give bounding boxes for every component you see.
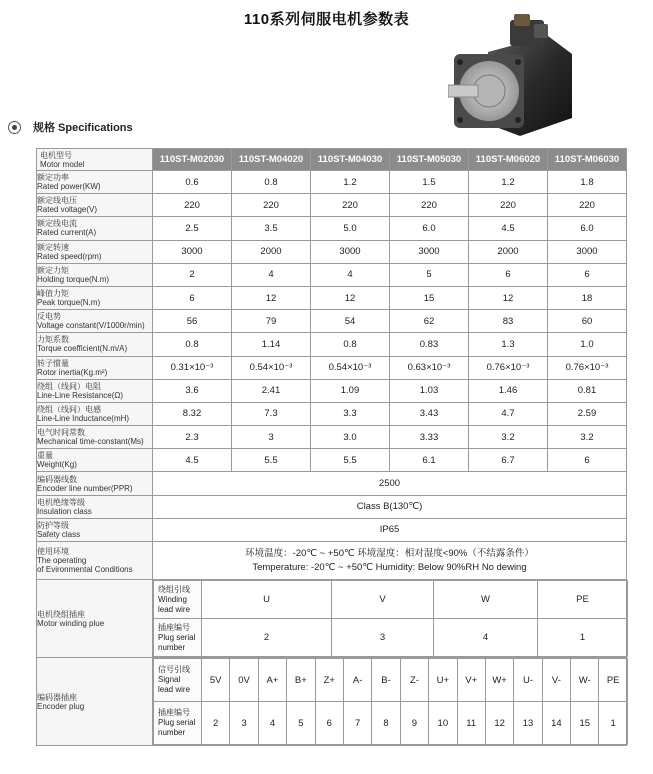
spec-value: 54 — [311, 310, 390, 333]
spec-value: 6.7 — [469, 449, 548, 472]
environment-value — [153, 542, 627, 580]
model-header: 110ST-M04020 — [232, 149, 311, 171]
spec-value: 5.5 — [311, 449, 390, 472]
encoder-signal: B+ — [287, 659, 315, 702]
encoder-signal: V+ — [457, 659, 485, 702]
encoder-signal: V- — [542, 659, 570, 702]
spec-row-merged — [37, 495, 627, 518]
encoder-signal: U- — [514, 659, 542, 702]
row-label: 防护等级 Safety class — [37, 518, 153, 541]
spec-value: 2.5 — [153, 217, 232, 240]
row-label: 电气时间常数 Mechanical time-constant(Ms) — [37, 426, 153, 449]
row-label: 力矩系数 Torque coefficient(N.m/A) — [37, 333, 153, 356]
encoder-plug: 14 — [542, 702, 570, 745]
spec-value: 79 — [232, 310, 311, 333]
model-header: 110ST-M02030 — [153, 149, 232, 171]
spec-value: 0.54×10⁻³ — [232, 356, 311, 379]
spec-value: 0.8 — [232, 171, 311, 194]
spec-row — [37, 426, 627, 449]
encoder-plug: 2 — [202, 702, 230, 745]
environment-row — [37, 542, 627, 580]
encoder-plug: 9 — [400, 702, 428, 745]
spec-value: 1.2 — [469, 171, 548, 194]
spec-value: 1.3 — [469, 333, 548, 356]
spec-value: 83 — [469, 310, 548, 333]
spec-value: 3000 — [153, 240, 232, 263]
winding-row — [37, 580, 627, 658]
section-header — [8, 119, 133, 135]
environment-line-en: Temperature: -20℃ ~ +50℃ Humidity: Below 90%RH No dewing — [252, 561, 527, 573]
spec-value: 3000 — [390, 240, 469, 263]
row-label: 电机绕组插座 Motor winding plue — [37, 580, 153, 658]
encoder-signal-label: 信号引线 Signal lead wire — [154, 659, 202, 702]
spec-value: 6 — [469, 263, 548, 286]
encoder-signal: Z+ — [315, 659, 343, 702]
spec-value: 4 — [311, 263, 390, 286]
spec-value: 1.8 — [548, 171, 627, 194]
spec-value: 6.0 — [548, 217, 627, 240]
encoder-plug: 13 — [514, 702, 542, 745]
encoder-signal: 0V — [230, 659, 258, 702]
encoder-signal: W+ — [485, 659, 513, 702]
spec-row — [37, 310, 627, 333]
spec-row — [37, 333, 627, 356]
spec-value: 0.6 — [153, 171, 232, 194]
spec-value: 2 — [153, 263, 232, 286]
row-label: 反电势 Voltage constant(V/1000r/min) — [37, 310, 153, 333]
spec-value: 3.33 — [390, 426, 469, 449]
encoder-row — [37, 658, 627, 746]
encoder-plug-label: 插座编号 Plug serial number — [154, 702, 202, 745]
spec-row — [37, 240, 627, 263]
spec-value: 0.8 — [311, 333, 390, 356]
encoder-plug: 3 — [230, 702, 258, 745]
servo-motor-image — [448, 14, 578, 142]
spec-value: 62 — [390, 310, 469, 333]
spec-value: 12 — [232, 286, 311, 309]
row-label: 额定线电压 Rated voltage(V) — [37, 194, 153, 217]
encoder-signal: U+ — [429, 659, 457, 702]
spec-value: 3.3 — [311, 402, 390, 425]
spec-value: 1.14 — [232, 333, 311, 356]
row-label: 绕组（线间）电阻 Line-Line Resistance(Ω) — [37, 379, 153, 402]
winding-lead: PE — [538, 581, 628, 619]
row-label: 编码器线数 Encoder line number(PPR) — [37, 472, 153, 495]
encoder-signal: A- — [343, 659, 371, 702]
spec-row — [37, 379, 627, 402]
encoder-plug: 7 — [343, 702, 371, 745]
encoder-plug: 4 — [258, 702, 286, 745]
merged-value: 2500 — [153, 472, 627, 495]
environment-line-cn: 环境温度：-20℃ ~ +50℃ 环境湿度：相对湿度<90%（不结露条件） — [245, 547, 534, 559]
spec-value: 3.2 — [548, 426, 627, 449]
winding-lead: W — [434, 581, 538, 619]
spec-row — [37, 263, 627, 286]
spec-value: 12 — [311, 286, 390, 309]
spec-value: 220 — [311, 194, 390, 217]
spec-value: 7.3 — [232, 402, 311, 425]
spec-value: 6.0 — [390, 217, 469, 240]
spec-value: 56 — [153, 310, 232, 333]
winding-plug: 1 — [538, 619, 628, 657]
spec-value: 3.2 — [469, 426, 548, 449]
spec-row-merged — [37, 518, 627, 541]
encoder-signal: W- — [571, 659, 599, 702]
spec-value: 220 — [469, 194, 548, 217]
winding-plug-label: 插座编号 Plug serial number — [154, 619, 202, 657]
spec-value: 4.7 — [469, 402, 548, 425]
spec-value: 1.46 — [469, 379, 548, 402]
merged-value: IP65 — [153, 518, 627, 541]
spec-value: 8.32 — [153, 402, 232, 425]
spec-value: 5 — [390, 263, 469, 286]
spec-row — [37, 194, 627, 217]
bullet-icon — [8, 121, 21, 134]
encoder-plug: 6 — [315, 702, 343, 745]
spec-value: 0.81 — [548, 379, 627, 402]
spec-row — [37, 217, 627, 240]
encoder-signal: Z- — [400, 659, 428, 702]
spec-value: 1.0 — [548, 333, 627, 356]
winding-lead: V — [332, 581, 434, 619]
spec-value: 2000 — [469, 240, 548, 263]
spec-value: 220 — [548, 194, 627, 217]
spec-row — [37, 449, 627, 472]
encoder-signal: B- — [372, 659, 400, 702]
spec-value: 2.41 — [232, 379, 311, 402]
row-label: 额定转速 Rated speed(rpm) — [37, 240, 153, 263]
spec-row-merged — [37, 472, 627, 495]
header-row — [37, 149, 627, 171]
spec-value: 18 — [548, 286, 627, 309]
spec-row — [37, 171, 627, 194]
spec-value: 0.76×10⁻³ — [469, 356, 548, 379]
winding-plug-row — [154, 619, 628, 657]
encoder-plug: 10 — [429, 702, 457, 745]
spec-value: 6.1 — [390, 449, 469, 472]
model-header: 110ST-M06030 — [548, 149, 627, 171]
row-label: 电机绝缘等级 Insulation class — [37, 495, 153, 518]
spec-value: 0.76×10⁻³ — [548, 356, 627, 379]
spec-table — [36, 148, 627, 746]
model-header: 110ST-M05030 — [390, 149, 469, 171]
winding-lead: U — [202, 581, 332, 619]
spec-value: 3.43 — [390, 402, 469, 425]
encoder-plug: 8 — [372, 702, 400, 745]
row-label: 重量 Weight(Kg) — [37, 449, 153, 472]
spec-value: 220 — [153, 194, 232, 217]
page-title: 110系列伺服电机参数表 — [243, 11, 410, 28]
encoder-signal: PE — [599, 659, 627, 702]
spec-value: 3.5 — [232, 217, 311, 240]
winding-plug: 4 — [434, 619, 538, 657]
row-label: 额定力矩 Holding torque(N.m) — [37, 263, 153, 286]
spec-value: 2.59 — [548, 402, 627, 425]
spec-value: 6 — [153, 286, 232, 309]
spec-value: 3.0 — [311, 426, 390, 449]
winding-table — [153, 580, 628, 657]
row-label: 绕组（线间）电感 Line-Line Inductance(mH) — [37, 402, 153, 425]
spec-value: 0.63×10⁻³ — [390, 356, 469, 379]
winding-lead-label: 绕组引线 Winding lead wire — [154, 581, 202, 619]
header-label: 电机型号 Motor model — [37, 149, 153, 171]
row-label: 使用环境 The operating of Evironmental Conditions — [37, 542, 153, 580]
encoder-signal: 5V — [202, 659, 230, 702]
encoder-signal-row — [154, 659, 628, 702]
spec-value: 6 — [548, 263, 627, 286]
spec-value: 4 — [232, 263, 311, 286]
row-label: 额定功率 Rated power(KW) — [37, 171, 153, 194]
spec-value: 1.2 — [311, 171, 390, 194]
row-label: 峰值力矩 Peak torque(N.m) — [37, 286, 153, 309]
spec-value: 220 — [390, 194, 469, 217]
section-title: 规格 Specifications — [33, 122, 133, 134]
row-label: 额定线电流 Rated current(A) — [37, 217, 153, 240]
spec-value: 0.31×10⁻³ — [153, 356, 232, 379]
spec-row — [37, 286, 627, 309]
spec-value: 220 — [232, 194, 311, 217]
spec-value: 4.5 — [469, 217, 548, 240]
encoder-plug: 5 — [287, 702, 315, 745]
spec-value: 60 — [548, 310, 627, 333]
spec-value: 0.83 — [390, 333, 469, 356]
row-label: 转子惯量 Rotor inertia(Kg.m²) — [37, 356, 153, 379]
spec-value: 3000 — [311, 240, 390, 263]
spec-value: 12 — [469, 286, 548, 309]
spec-row — [37, 402, 627, 425]
encoder-cell — [153, 658, 627, 746]
encoder-table — [153, 658, 628, 745]
spec-value: 5.0 — [311, 217, 390, 240]
spec-row — [37, 356, 627, 379]
spec-value: 2000 — [232, 240, 311, 263]
spec-value: 15 — [390, 286, 469, 309]
spec-value: 3000 — [548, 240, 627, 263]
spec-value: 6 — [548, 449, 627, 472]
encoder-plug: 15 — [571, 702, 599, 745]
encoder-signal: A+ — [258, 659, 286, 702]
spec-value: 2.3 — [153, 426, 232, 449]
merged-value: Class B(130℃) — [153, 495, 627, 518]
spec-value: 0.8 — [153, 333, 232, 356]
winding-plug: 3 — [332, 619, 434, 657]
encoder-plug-row — [154, 702, 628, 745]
spec-value: 1.5 — [390, 171, 469, 194]
winding-cell — [153, 580, 627, 658]
spec-value: 0.54×10⁻³ — [311, 356, 390, 379]
model-header: 110ST-M04030 — [311, 149, 390, 171]
spec-value: 3 — [232, 426, 311, 449]
spec-value: 1.09 — [311, 379, 390, 402]
spec-value: 4.5 — [153, 449, 232, 472]
spec-value: 3.6 — [153, 379, 232, 402]
encoder-plug: 11 — [457, 702, 485, 745]
encoder-plug: 12 — [485, 702, 513, 745]
model-header: 110ST-M06020 — [469, 149, 548, 171]
spec-value: 5.5 — [232, 449, 311, 472]
spec-value: 1.03 — [390, 379, 469, 402]
winding-plug: 2 — [202, 619, 332, 657]
winding-lead-row — [154, 581, 628, 619]
row-label: 编码器插座 Encoder plug — [37, 658, 153, 746]
encoder-plug: 1 — [599, 702, 627, 745]
